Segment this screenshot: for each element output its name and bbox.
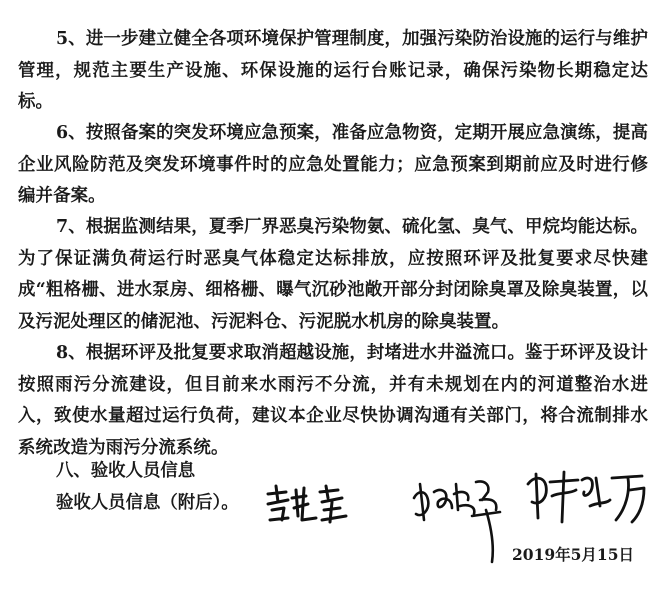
section-heading-acceptance-personnel: 八、验收人员信息 xyxy=(56,461,196,481)
handwritten-signature-1 xyxy=(262,480,354,528)
handwritten-signature-3 xyxy=(520,466,650,530)
paragraph-item-6: 6、按照备案的突发环境应急预案，准备应急物资，定期开展应急演练，提高企业风险防范及突发环境事件时的应急处置能力；应急预案到期前应及时进行修编并备案。 xyxy=(18,123,648,206)
handwritten-signature-2 xyxy=(408,470,518,565)
paragraph-item-7: 7、根据监测结果，夏季厂界恶臭污染物氨、硫化氢、臭气、甲烷均能达标。为了保证满负荷运行时恶臭气体稳定达标排放，应按照环评及批复要求尽快建成“粗格栅、进水泵房、细格栅、曝气沉砂池敞开部分封闭除臭罩及除臭装置，以及污泥处理区的储泥池、污泥料仓、污泥脱水机房的除臭装置。 xyxy=(18,217,648,332)
acceptance-personnel-info: 验收人员信息（附后）。 xyxy=(56,493,239,513)
signature-date: 2019年5月15日 xyxy=(512,545,634,564)
paragraph-item-5: 5、进一步建立健全各项环境保护管理制度，加强污染防治设施的运行与维护管理，规范主要生产设施、环保设施的运行台账记录，确保污染物长期稳定达标。 xyxy=(18,29,648,112)
paragraph-item-8: 8、根据环评及批复要求取消超越设施，封堵进水井溢流口。鉴于环评及设计按照雨污分流建设，但目前来水雨污不分流，并有未规划在内的河道整治水进入，致使水量超过运行负荷，建议本企业尽快协调沟通有关部门，将合流制排水系统改造为雨污分流系统。 xyxy=(18,343,648,458)
